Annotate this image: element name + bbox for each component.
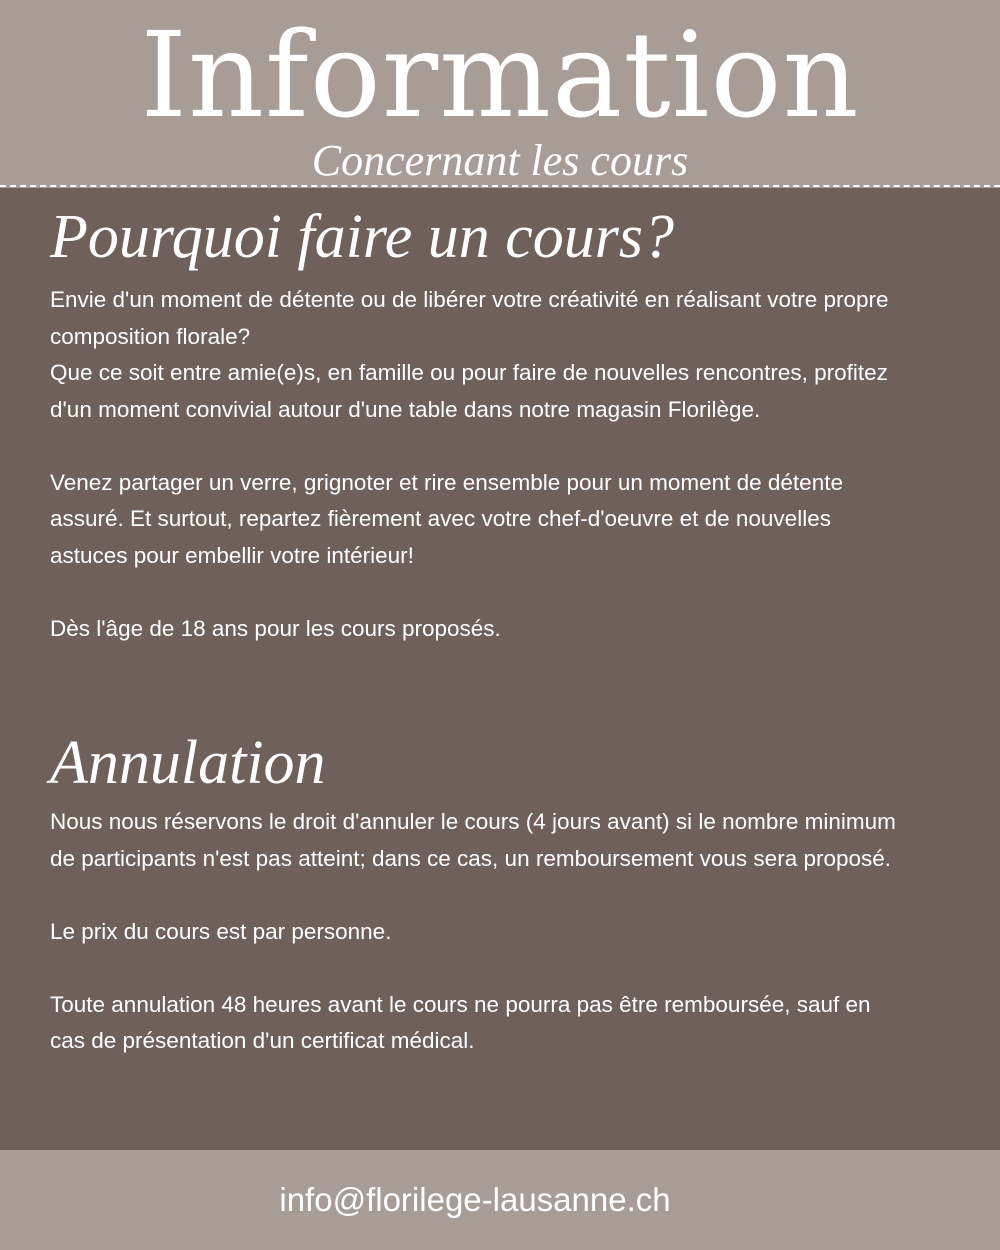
section-heading-why: Pourquoi faire un cours? [50,203,674,271]
header-banner [0,0,1000,188]
main-content [0,188,1000,1150]
paragraph-line: Dès l'âge de 18 ans pour les cours proposés. [50,615,501,641]
page-subtitle: Concernant les cours [311,136,689,185]
section-heading-cancellation: Annulation [50,729,326,797]
paragraph [50,987,910,1060]
footer-banner [0,1150,1000,1250]
section-body-why [50,282,910,647]
section-body-cancellation [50,804,910,1060]
paragraph [50,282,910,428]
page-title: Information [140,6,860,144]
paragraph [50,465,910,575]
paragraph-line: Venez partager un verre, grignoter et rire ensemble pour un moment de détente assuré. Et surtout, repartez fièrement avec votre chef-d'oeuvre et de nouvelles astuces pour embellir votre intérieur! [50,469,843,568]
dashed-divider [0,185,1000,187]
paragraph-line: Que ce soit entre amie(e)s, en famille ou pour faire de nouvelles rencontres, profitez d'un moment convivial autour d'une table dans notre magasin Florilège. [50,360,888,422]
paragraph-line: Toute annulation 48 heures avant le cours ne pourra pas être remboursée, sauf en cas de présentation d'un certificat médical. [50,991,871,1053]
paragraph-line: Nous nous réservons le droit d'annuler le cours (4 jours avant) si le nombre minimum de participants n'est pas atteint; dans ce cas, un remboursement vous sera proposé. [50,809,896,871]
contact-email: info@florilege-lausanne.ch [279,1181,671,1218]
paragraph-line: Le prix du cours est par personne. [50,918,392,944]
paragraph [50,611,910,648]
paragraph [50,804,910,877]
paragraph-line: Envie d'un moment de détente ou de libérer votre créativité en réalisant votre propre composition florale? [50,287,889,349]
paragraph [50,914,910,951]
